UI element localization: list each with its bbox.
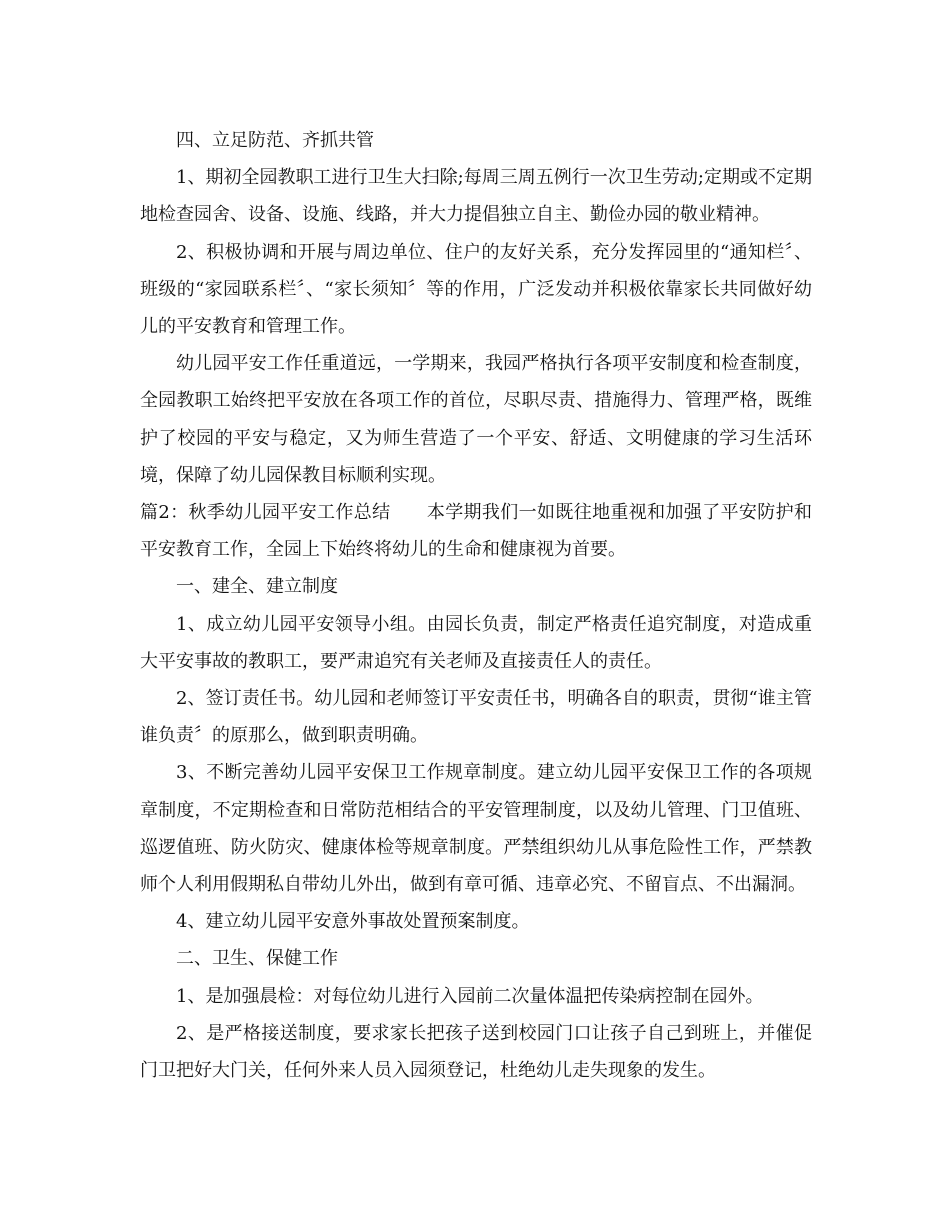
- paragraph: 幼儿园平安工作任重道远，一学期来，我园严格执行各项平安制度和检查制度，全园教职工始终把平安放在各项工作的首位，尽职尽责、措施得力、管理严格，既维护了校园的平安与稳定，又为师生营造了一个平安、舒适、文明健康的学习生活环境，保障了幼儿园保教目标顺利实现。: [140, 353, 812, 486]
- article-intro-text: 本学期我们一如既往地重视和加强了平安防护和平安教育工作，全园上下始终将幼儿的生命和健康视为首要。: [140, 502, 813, 561]
- paragraph: 2、是严格接送制度，要求家长把孩子送到校园门口让孩子自己到班上，并催促门卫把好大门关，任何外来人员入园须登记，杜绝幼儿走失现象的发生。: [140, 1022, 812, 1082]
- paragraph: 1、成立幼儿园平安领导小组。由园长负责，制定严格责任追究制度，对造成重大平安事故的教职工，要严肃追究有关老师及直接责任人的责任。: [140, 613, 812, 672]
- section-heading-4: 四、立足防范、齐抓共管: [176, 130, 374, 151]
- article-intro-paragraph: [140, 494, 812, 568]
- article-title: 篇2：秋季幼儿园平安工作总结: [140, 502, 391, 524]
- paragraph: 1、是加强晨检：对每位幼儿进行入园前二次量体温把传染病控制在园外。: [176, 985, 764, 1007]
- paragraph: 3、不断完善幼儿园平安保卫工作规章制度。建立幼儿园平安保卫工作的各项规章制度，不定期检查和日常防范相结合的平安管理制度，以及幼儿管理、门卫值班、巡逻值班、防火防灾、健康体检等规章制度。严禁组织幼儿从事危险性工作，严禁教师个人利用假期私自带幼儿外出，做到有章可循、违章必究、不留盲点、不出漏洞。: [140, 762, 812, 896]
- section-heading-2: 二、卫生、保健工作: [176, 948, 338, 970]
- paragraph: 4、建立幼儿园平安意外事故处置预案制度。: [176, 911, 530, 933]
- document-body: [140, 122, 812, 1089]
- paragraph: 2、积极协调和开展与周边单位、住户的友好关系，充分发挥园里的“通知栏〞、班级的“家园联系栏〞、“家长须知〞等的作用，广泛发动并积极依靠家长共同做好幼儿的平安教育和管理工作。: [140, 241, 812, 338]
- paragraph: 1、期初全园教职工进行卫生大扫除;每周三周五例行一次卫生劳动;定期或不定期地检查园舍、设备、设施、线路，并大力提倡独立自主、勤俭办园的敬业精神。: [140, 167, 812, 226]
- section-heading-1: 一、建全、建立制度: [176, 576, 338, 598]
- paragraph: 2、签订责任书。幼儿园和老师签订平安责任书，明确各自的职责，贯彻“谁主管谁负责〞的原那么，做到职责明确。: [140, 688, 812, 747]
